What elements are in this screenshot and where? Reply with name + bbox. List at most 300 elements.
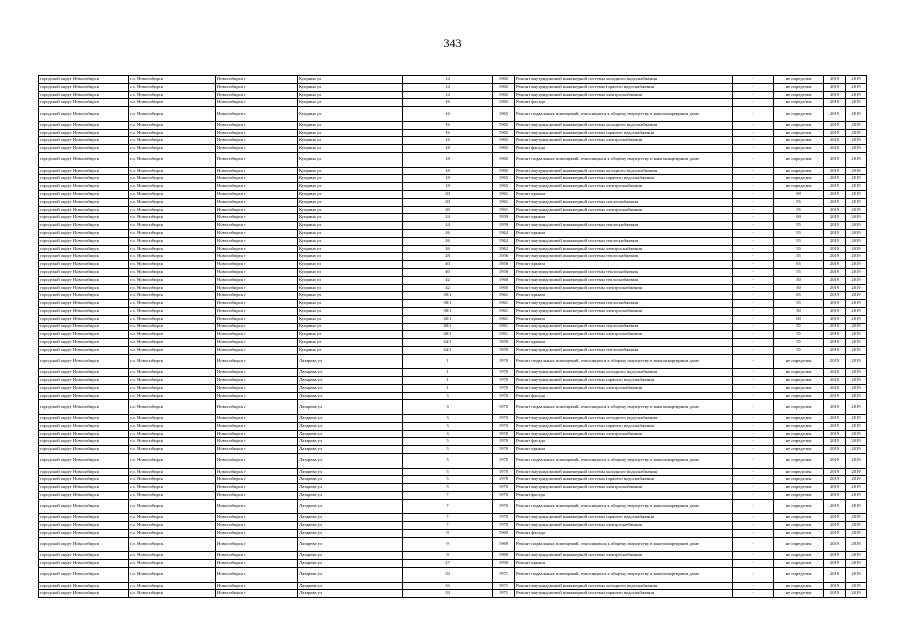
street-cell: Лазарева ул <box>298 454 403 469</box>
street-cell: Лазарева ул <box>298 499 403 514</box>
dash-cell: - <box>733 537 774 552</box>
municipality-cell: городской округ Новосибирск <box>39 145 129 153</box>
dash-cell: - <box>733 552 774 560</box>
house-number-cell: 1 <box>403 369 493 377</box>
year-end-cell: 2019 <box>846 190 867 198</box>
year-end-cell: 2019 <box>846 438 867 446</box>
build-year-cell: 1970 <box>493 468 515 476</box>
city-cell: Новосибирск г <box>216 145 298 153</box>
district-cell: г.о. Новосибирск <box>129 369 216 377</box>
table-row <box>39 468 867 476</box>
table-row <box>39 190 867 198</box>
year-start-cell: 2019 <box>824 206 846 214</box>
house-number-cell: 5 <box>403 454 493 469</box>
cost-cell: 55 <box>774 346 824 354</box>
work-type-cell: Ремонт подвальных помещений, относящихся к общему имуществу в многоквартирном доме <box>515 107 733 122</box>
year-end-cell: 2019 <box>846 369 867 377</box>
municipality-cell: городской округ Новосибирск <box>39 568 129 583</box>
cost-cell: 50 <box>774 284 824 292</box>
dash-cell: - <box>733 284 774 292</box>
city-cell: Новосибирск г <box>216 268 298 276</box>
district-cell: г.о. Новосибирск <box>129 175 216 183</box>
district-cell: г.о. Новосибирск <box>129 438 216 446</box>
build-year-cell: 1958 <box>493 261 515 269</box>
city-cell: Новосибирск г <box>216 514 298 522</box>
year-end-cell: 2019 <box>846 292 867 300</box>
street-cell: Лазарева ул <box>298 468 403 476</box>
table-row <box>39 422 867 430</box>
city-cell: Новосибирск г <box>216 198 298 206</box>
year-end-cell: 2019 <box>846 499 867 514</box>
district-cell: г.о. Новосибирск <box>129 292 216 300</box>
street-cell: Лазарева ул <box>298 384 403 392</box>
work-type-cell: Ремонт подвальных помещений, относящихся к общему имуществу в многоквартирном доме <box>515 537 733 552</box>
year-start-cell: 2019 <box>824 152 846 167</box>
work-type-cell: Ремонт внутридомовой инженерной системы электроснабжения <box>515 91 733 99</box>
cost-cell: не определен <box>774 468 824 476</box>
build-year-cell: 1970 <box>493 354 515 369</box>
work-type-cell: Ремонт фасада <box>515 492 733 500</box>
year-start-cell: 2019 <box>824 229 846 237</box>
house-number-cell: 27 <box>403 560 493 568</box>
build-year-cell: 1965 <box>493 183 515 191</box>
year-end-cell: 2019 <box>846 568 867 583</box>
house-number-cell: 5 <box>403 438 493 446</box>
city-cell: Новосибирск г <box>216 415 298 423</box>
city-cell: Новосибирск г <box>216 331 298 339</box>
table-row <box>39 76 867 84</box>
work-type-cell: Ремонт крыши <box>515 261 733 269</box>
dash-cell: - <box>733 107 774 122</box>
dash-cell: - <box>733 121 774 129</box>
work-type-cell: Ремонт внутридомовой инженерной системы электроснабжения <box>515 384 733 392</box>
build-year-cell: 1962 <box>493 237 515 245</box>
street-cell: Лазарева ул <box>298 492 403 500</box>
year-start-cell: 2019 <box>824 537 846 552</box>
build-year-cell: 1969 <box>493 530 515 538</box>
build-year-cell: 1959 <box>493 214 515 222</box>
municipality-cell: городской округ Новосибирск <box>39 537 129 552</box>
dash-cell: - <box>733 190 774 198</box>
district-cell: г.о. Новосибирск <box>129 392 216 400</box>
year-start-cell: 2019 <box>824 245 846 253</box>
year-start-cell: 2019 <box>824 237 846 245</box>
work-type-cell: Ремонт крыши <box>515 339 733 347</box>
street-cell: Куприна ул <box>298 121 403 129</box>
year-start-cell: 2019 <box>824 492 846 500</box>
year-end-cell: 2019 <box>846 261 867 269</box>
street-cell: Лазарева ул <box>298 552 403 560</box>
work-type-cell: Ремонт внутридомовой инженерной системы холодного водоснабжения <box>515 76 733 84</box>
year-start-cell: 2019 <box>824 560 846 568</box>
dash-cell: - <box>733 268 774 276</box>
dash-cell: - <box>733 175 774 183</box>
street-cell: Куприна ул <box>298 261 403 269</box>
house-number-cell: 7 <box>403 514 493 522</box>
municipality-cell: городской округ Новосибирск <box>39 484 129 492</box>
district-cell: г.о. Новосибирск <box>129 167 216 175</box>
table-row <box>39 530 867 538</box>
city-cell: Новосибирск г <box>216 590 298 598</box>
district-cell: г.о. Новосибирск <box>129 415 216 423</box>
district-cell: г.о. Новосибирск <box>129 331 216 339</box>
cost-cell: не определен <box>774 369 824 377</box>
city-cell: Новосибирск г <box>216 245 298 253</box>
cost-cell: не определен <box>774 422 824 430</box>
year-end-cell: 2019 <box>846 91 867 99</box>
dash-cell: - <box>733 400 774 415</box>
work-type-cell: Ремонт внутридомовой инженерной системы электроснабжения <box>515 284 733 292</box>
municipality-cell: городской округ Новосибирск <box>39 129 129 137</box>
city-cell: Новосибирск г <box>216 454 298 469</box>
cost-cell: 65 <box>774 292 824 300</box>
work-type-cell: Ремонт внутридомовой инженерной системы горячего водоснабжения <box>515 175 733 183</box>
street-cell: Лазарева ул <box>298 422 403 430</box>
dash-cell: - <box>733 354 774 369</box>
dash-cell: - <box>733 499 774 514</box>
cost-cell: не определен <box>774 438 824 446</box>
municipality-cell: городской округ Новосибирск <box>39 214 129 222</box>
year-end-cell: 2019 <box>846 276 867 284</box>
district-cell: г.о. Новосибирск <box>129 129 216 137</box>
municipality-cell: городской округ Новосибирск <box>39 468 129 476</box>
year-end-cell: 2019 <box>846 121 867 129</box>
street-cell: Куприна ул <box>298 183 403 191</box>
city-cell: Новосибирск г <box>216 292 298 300</box>
year-end-cell: 2019 <box>846 323 867 331</box>
work-type-cell: Ремонт внутридомовой инженерной системы теплоснабжения <box>515 198 733 206</box>
table-row <box>39 237 867 245</box>
year-end-cell: 2019 <box>846 145 867 153</box>
house-number-cell: 16 <box>403 107 493 122</box>
build-year-cell: 1970 <box>493 484 515 492</box>
cost-cell: не определен <box>774 484 824 492</box>
dash-cell: - <box>733 590 774 598</box>
table-row <box>39 198 867 206</box>
municipality-cell: городской округ Новосибирск <box>39 268 129 276</box>
table-row <box>39 568 867 583</box>
district-cell: г.о. Новосибирск <box>129 446 216 454</box>
municipality-cell: городской округ Новосибирск <box>39 323 129 331</box>
house-number-cell: 16 <box>403 137 493 145</box>
cost-cell: 55 <box>774 222 824 230</box>
cost-cell: не определен <box>774 590 824 598</box>
work-type-cell: Ремонт подвальных помещений, относящихся к общему имуществу в многоквартирном доме <box>515 454 733 469</box>
work-type-cell: Ремонт фасада <box>515 145 733 153</box>
municipality-cell: городской округ Новосибирск <box>39 284 129 292</box>
city-cell: Новосибирск г <box>216 284 298 292</box>
district-cell: г.о. Новосибирск <box>129 454 216 469</box>
build-year-cell: 1970 <box>493 415 515 423</box>
district-cell: г.о. Новосибирск <box>129 522 216 530</box>
city-cell: Новосибирск г <box>216 137 298 145</box>
municipality-cell: городской округ Новосибирск <box>39 307 129 315</box>
cost-cell: не определен <box>774 552 824 560</box>
district-cell: г.о. Новосибирск <box>129 354 216 369</box>
dash-cell: - <box>733 206 774 214</box>
municipality-cell: городской округ Новосибирск <box>39 354 129 369</box>
street-cell: Куприна ул <box>298 253 403 261</box>
municipality-cell: городской округ Новосибирск <box>39 590 129 598</box>
year-end-cell: 2019 <box>846 582 867 590</box>
build-year-cell: 1959 <box>493 222 515 230</box>
municipality-cell: городской округ Новосибирск <box>39 438 129 446</box>
district-cell: г.о. Новосибирск <box>129 484 216 492</box>
house-number-cell: 42 <box>403 284 493 292</box>
year-end-cell: 2019 <box>846 129 867 137</box>
district-cell: г.о. Новосибирск <box>129 530 216 538</box>
district-cell: г.о. Новосибирск <box>129 76 216 84</box>
year-end-cell: 2019 <box>846 492 867 500</box>
city-cell: Новосибирск г <box>216 438 298 446</box>
year-start-cell: 2019 <box>824 76 846 84</box>
city-cell: Новосибирск г <box>216 237 298 245</box>
municipality-cell: городской округ Новосибирск <box>39 552 129 560</box>
build-year-cell: 1959 <box>493 339 515 347</box>
district-cell: г.о. Новосибирск <box>129 339 216 347</box>
district-cell: г.о. Новосибирск <box>129 99 216 107</box>
municipality-cell: городской округ Новосибирск <box>39 198 129 206</box>
city-cell: Новосибирск г <box>216 315 298 323</box>
municipality-cell: городской округ Новосибирск <box>39 190 129 198</box>
district-cell: г.о. Новосибирск <box>129 552 216 560</box>
table-row <box>39 214 867 222</box>
year-end-cell: 2019 <box>846 300 867 308</box>
work-type-cell: Ремонт внутридомовой инженерной системы электроснабжения <box>515 206 733 214</box>
municipality-cell: городской округ Новосибирск <box>39 392 129 400</box>
district-cell: г.о. Новосибирск <box>129 300 216 308</box>
year-start-cell: 2019 <box>824 137 846 145</box>
house-number-cell: 5 <box>403 446 493 454</box>
table-row <box>39 484 867 492</box>
city-cell: Новосибирск г <box>216 392 298 400</box>
build-year-cell: 1965 <box>493 129 515 137</box>
table-row <box>39 415 867 423</box>
street-cell: Лазарева ул <box>298 582 403 590</box>
municipality-cell: городской округ Новосибирск <box>39 476 129 484</box>
year-end-cell: 2019 <box>846 415 867 423</box>
city-cell: Новосибирск г <box>216 214 298 222</box>
year-end-cell: 2019 <box>846 107 867 122</box>
cost-cell: не определен <box>774 446 824 454</box>
dash-cell: - <box>733 261 774 269</box>
dash-cell: - <box>733 568 774 583</box>
year-start-cell: 2019 <box>824 198 846 206</box>
work-type-cell: Ремонт внутридомовой инженерной системы электроснабжения <box>515 552 733 560</box>
build-year-cell: 1961 <box>493 307 515 315</box>
dash-cell: - <box>733 237 774 245</box>
year-end-cell: 2019 <box>846 167 867 175</box>
municipality-cell: городской округ Новосибирск <box>39 315 129 323</box>
street-cell: Куприна ул <box>298 129 403 137</box>
dash-cell: - <box>733 377 774 385</box>
house-number-cell: 40/1 <box>403 315 493 323</box>
dash-cell: - <box>733 245 774 253</box>
year-end-cell: 2019 <box>846 83 867 91</box>
house-number-cell: 24 <box>403 222 493 230</box>
street-cell: Куприна ул <box>298 206 403 214</box>
cost-cell: 55 <box>774 229 824 237</box>
house-number-cell: 3 <box>403 392 493 400</box>
work-type-cell: Ремонт внутридомовой инженерной системы теплоснабжения <box>515 237 733 245</box>
district-cell: г.о. Новосибирск <box>129 198 216 206</box>
district-cell: г.о. Новосибирск <box>129 346 216 354</box>
year-start-cell: 2019 <box>824 400 846 415</box>
street-cell: Куприна ул <box>298 76 403 84</box>
cost-cell: не определен <box>774 83 824 91</box>
cost-cell: не определен <box>774 167 824 175</box>
municipality-cell: городской округ Новосибирск <box>39 91 129 99</box>
year-start-cell: 2019 <box>824 552 846 560</box>
year-end-cell: 2019 <box>846 245 867 253</box>
street-cell: Куприна ул <box>298 315 403 323</box>
year-end-cell: 2019 <box>846 229 867 237</box>
year-end-cell: 2019 <box>846 183 867 191</box>
build-year-cell: 1970 <box>493 492 515 500</box>
dash-cell: - <box>733 339 774 347</box>
work-type-cell: Ремонт крыши <box>515 229 733 237</box>
dash-cell: - <box>733 392 774 400</box>
work-type-cell: Ремонт внутридомовой инженерной системы холодного водоснабжения <box>515 369 733 377</box>
street-cell: Куприна ул <box>298 137 403 145</box>
year-end-cell: 2019 <box>846 76 867 84</box>
year-start-cell: 2019 <box>824 522 846 530</box>
cost-cell: не определен <box>774 415 824 423</box>
cost-cell: не определен <box>774 392 824 400</box>
district-cell: г.о. Новосибирск <box>129 152 216 167</box>
municipality-cell: городской округ Новосибирск <box>39 331 129 339</box>
table-row <box>39 99 867 107</box>
street-cell: Куприна ул <box>298 323 403 331</box>
district-cell: г.о. Новосибирск <box>129 121 216 129</box>
table-row <box>39 492 867 500</box>
table-row <box>39 454 867 469</box>
work-type-cell: Ремонт внутридомовой инженерной системы холодного водоснабжения <box>515 582 733 590</box>
municipality-cell: городской округ Новосибирск <box>39 107 129 122</box>
district-cell: г.о. Новосибирск <box>129 430 216 438</box>
city-cell: Новосибирск г <box>216 152 298 167</box>
house-number-cell: 28 <box>403 253 493 261</box>
year-start-cell: 2019 <box>824 214 846 222</box>
municipality-cell: городской округ Новосибирск <box>39 369 129 377</box>
district-cell: г.о. Новосибирск <box>129 377 216 385</box>
table-row <box>39 339 867 347</box>
work-type-cell: Ремонт внутридомовой инженерной системы теплоснабжения <box>515 222 733 230</box>
dash-cell: - <box>733 384 774 392</box>
house-number-cell: 44/1 <box>403 346 493 354</box>
table-row <box>39 438 867 446</box>
work-type-cell: Ремонт подвальных помещений, относящихся к общему имуществу в многоквартирном доме <box>515 354 733 369</box>
cost-cell: не определен <box>774 121 824 129</box>
municipality-cell: городской округ Новосибирск <box>39 560 129 568</box>
year-start-cell: 2019 <box>824 276 846 284</box>
year-start-cell: 2019 <box>824 454 846 469</box>
dash-cell: - <box>733 222 774 230</box>
district-cell: г.о. Новосибирск <box>129 560 216 568</box>
district-cell: г.о. Новосибирск <box>129 307 216 315</box>
build-year-cell: 1970 <box>493 392 515 400</box>
table-row <box>39 315 867 323</box>
street-cell: Куприна ул <box>298 145 403 153</box>
street-cell: Куприна ул <box>298 346 403 354</box>
year-start-cell: 2019 <box>824 446 846 454</box>
year-start-cell: 2019 <box>824 369 846 377</box>
table-row <box>39 245 867 253</box>
build-year-cell: 1965 <box>493 107 515 122</box>
work-type-cell: Ремонт внутридомовой инженерной системы электроснабжения <box>515 245 733 253</box>
street-cell: Лазарева ул <box>298 514 403 522</box>
year-start-cell: 2019 <box>824 377 846 385</box>
work-type-cell: Ремонт внутридомовой инженерной системы электроснабжения <box>515 484 733 492</box>
district-cell: г.о. Новосибирск <box>129 537 216 552</box>
district-cell: г.о. Новосибирск <box>129 422 216 430</box>
build-year-cell: 1970 <box>493 377 515 385</box>
year-end-cell: 2019 <box>846 331 867 339</box>
table-row <box>39 152 867 167</box>
dash-cell: - <box>733 145 774 153</box>
house-number-cell: 5 <box>403 476 493 484</box>
year-start-cell: 2019 <box>824 129 846 137</box>
cost-cell: не определен <box>774 476 824 484</box>
build-year-cell: 1962 <box>493 229 515 237</box>
municipality-cell: городской округ Новосибирск <box>39 346 129 354</box>
city-cell: Новосибирск г <box>216 476 298 484</box>
dash-cell: - <box>733 315 774 323</box>
year-end-cell: 2019 <box>846 392 867 400</box>
year-start-cell: 2019 <box>824 430 846 438</box>
district-cell: г.о. Новосибирск <box>129 229 216 237</box>
year-end-cell: 2019 <box>846 339 867 347</box>
municipality-cell: городской округ Новосибирск <box>39 167 129 175</box>
city-cell: Новосибирск г <box>216 530 298 538</box>
dash-cell: - <box>733 560 774 568</box>
table-row <box>39 137 867 145</box>
year-end-cell: 2019 <box>846 530 867 538</box>
city-cell: Новосибирск г <box>216 354 298 369</box>
city-cell: Новосибирск г <box>216 430 298 438</box>
house-number-cell: 40 <box>403 261 493 269</box>
year-end-cell: 2019 <box>846 430 867 438</box>
cost-cell: 69 <box>774 190 824 198</box>
year-start-cell: 2019 <box>824 190 846 198</box>
house-number-cell: 20 <box>403 190 493 198</box>
street-cell: Куприна ул <box>298 276 403 284</box>
municipality-cell: городской округ Новосибирск <box>39 229 129 237</box>
table-row <box>39 392 867 400</box>
cost-cell: не определен <box>774 568 824 583</box>
year-end-cell: 2019 <box>846 468 867 476</box>
house-number-cell: 33 <box>403 582 493 590</box>
table-row <box>39 284 867 292</box>
house-number-cell: 9 <box>403 552 493 560</box>
work-type-cell: Ремонт фасада <box>515 530 733 538</box>
city-cell: Новосибирск г <box>216 229 298 237</box>
cost-cell: не определен <box>774 499 824 514</box>
cost-cell: не определен <box>774 175 824 183</box>
build-year-cell: 1970 <box>493 446 515 454</box>
municipality-cell: городской округ Новосибирск <box>39 83 129 91</box>
build-year-cell: 1970 <box>493 514 515 522</box>
year-start-cell: 2019 <box>824 354 846 369</box>
year-end-cell: 2019 <box>846 590 867 598</box>
build-year-cell: 1965 <box>493 152 515 167</box>
build-year-cell: 1970 <box>493 522 515 530</box>
house-number-cell: 16 <box>403 121 493 129</box>
city-cell: Новосибирск г <box>216 346 298 354</box>
street-cell: Куприна ул <box>298 268 403 276</box>
table-row <box>39 514 867 522</box>
city-cell: Новосибирск г <box>216 468 298 476</box>
